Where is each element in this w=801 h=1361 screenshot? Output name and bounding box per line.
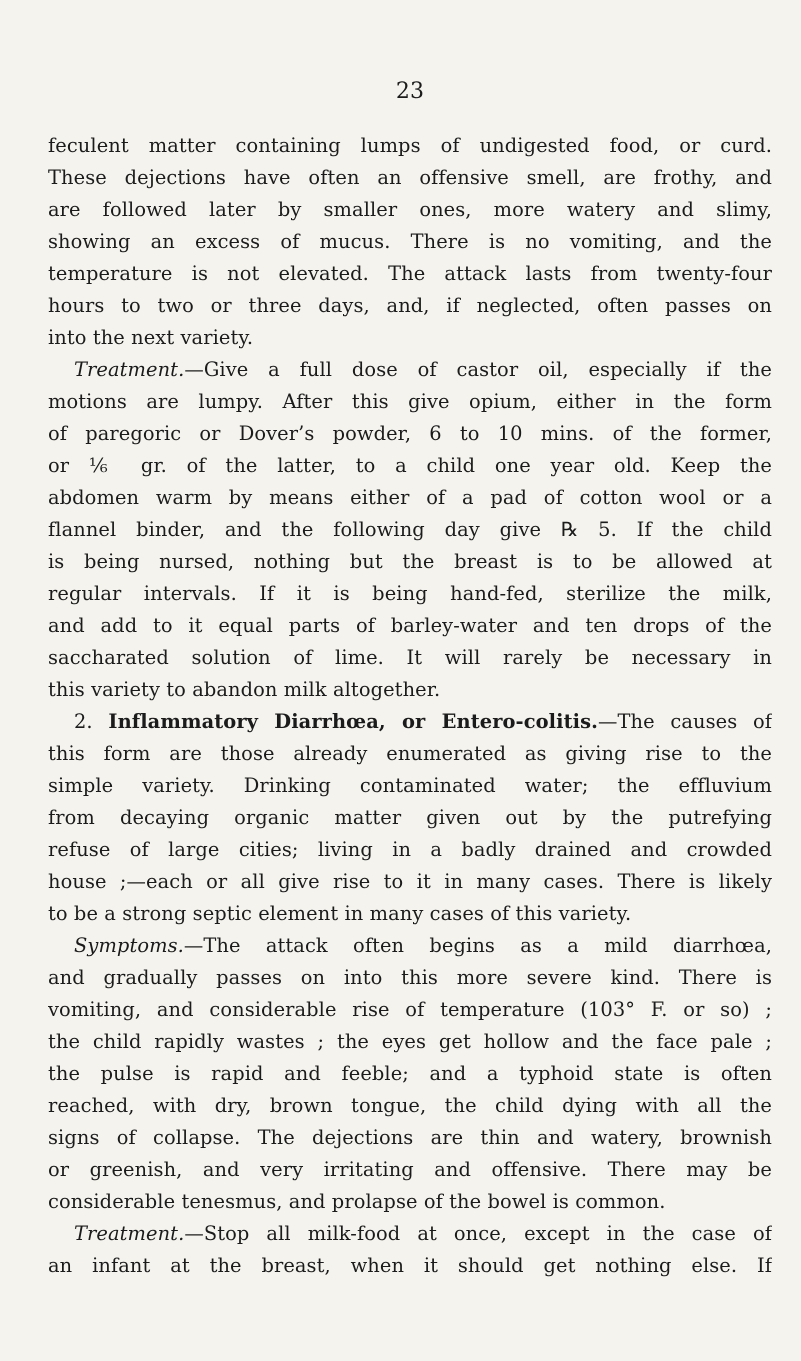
text-line: temperature is not elevated. The attack lasts from twenty-four — [48, 262, 772, 285]
text-line: simple variety. Drinking contaminated water; the effluvium — [48, 774, 772, 797]
section-heading: Inflammatory Diarrhœa, or Entero-colitis. — [108, 710, 598, 733]
text-line: or ⅙ gr. of the latter, to a child one year old. Keep the — [48, 454, 772, 477]
text-line: vomiting, and considerable rise of temperature (103° F. or so) ; — [48, 998, 772, 1021]
text-line: reached, with dry, brown tongue, the child dying with all the — [48, 1094, 772, 1117]
text-line: are followed later by smaller ones, more watery and slimy, — [48, 198, 772, 221]
text-line: into the next variety. — [48, 326, 254, 349]
text-line: flannel binder, and the following day give ℞ 5. If the child — [48, 518, 772, 541]
text-line: hours to two or three days, and, if neglected, often passes on — [48, 294, 772, 317]
text-line: saccharated solution of lime. It will rarely be necessary in — [48, 646, 772, 669]
text-line: These dejections have often an offensive smell, are frothy, and — [48, 166, 772, 189]
text-line: Treatment.—Give a full dose of castor oil, especially if the — [74, 358, 772, 381]
text-line: showing an excess of mucus. There is no vomiting, and the — [48, 230, 772, 253]
text-line: or greenish, and very irritating and offensive. There may be — [48, 1158, 772, 1181]
text-line: this form are those already enumerated as giving rise to the — [48, 742, 772, 765]
text-line: refuse of large cities; living in a badly drained and crowded — [48, 838, 772, 861]
text-line: and add to it equal parts of barley-water and ten drops of the — [48, 614, 772, 637]
text-line: the pulse is rapid and feeble; and a typhoid state is often — [48, 1062, 772, 1085]
text-line: this variety to abandon milk altogether. — [48, 678, 441, 701]
section-heading: Symptoms. — [74, 934, 184, 957]
text-line: motions are lumpy. After this give opium, either in the form — [48, 390, 772, 413]
text-line: feculent matter containing lumps of undigested food, or curd. — [48, 134, 772, 157]
text-line: an infant at the breast, when it should get nothing else. If — [48, 1254, 772, 1277]
text-line: considerable tenesmus, and prolapse of the bowel is common. — [48, 1190, 666, 1213]
text-line: house ;—each or all give rise to it in many cases. There is likely — [48, 870, 772, 893]
text-line: of paregoric or Dover’s powder, 6 to 10 mins. of the former, — [48, 422, 772, 445]
text-line: 2. Inflammatory Diarrhœa, or Entero-colitis.—The causes of — [74, 710, 772, 733]
page-number: 23 — [395, 79, 425, 104]
section-heading: Treatment. — [74, 1222, 185, 1245]
text-line: the child rapidly wastes ; the eyes get hollow and the face pale ; — [48, 1030, 772, 1053]
text-line: Treatment.—Stop all milk-food at once, except in the case of — [74, 1222, 772, 1245]
text-line: abdomen warm by means either of a pad of cotton wool or a — [48, 486, 772, 509]
text-line: regular intervals. If it is being hand-fed, sterilize the milk, — [48, 582, 772, 605]
text-line: from decaying organic matter given out by the putrefying — [48, 806, 772, 829]
text-line: is being nursed, nothing but the breast is to be allowed at — [48, 550, 772, 573]
text-line: signs of collapse. The dejections are thin and watery, brownish — [48, 1126, 772, 1149]
text-line: to be a strong septic element in many cases of this variety. — [48, 902, 632, 925]
section-heading: Treatment. — [74, 358, 185, 381]
text-line: and gradually passes on into this more severe kind. There is — [48, 966, 772, 989]
text-line: Symptoms.—The attack often begins as a mild diarrhœa, — [74, 934, 772, 957]
